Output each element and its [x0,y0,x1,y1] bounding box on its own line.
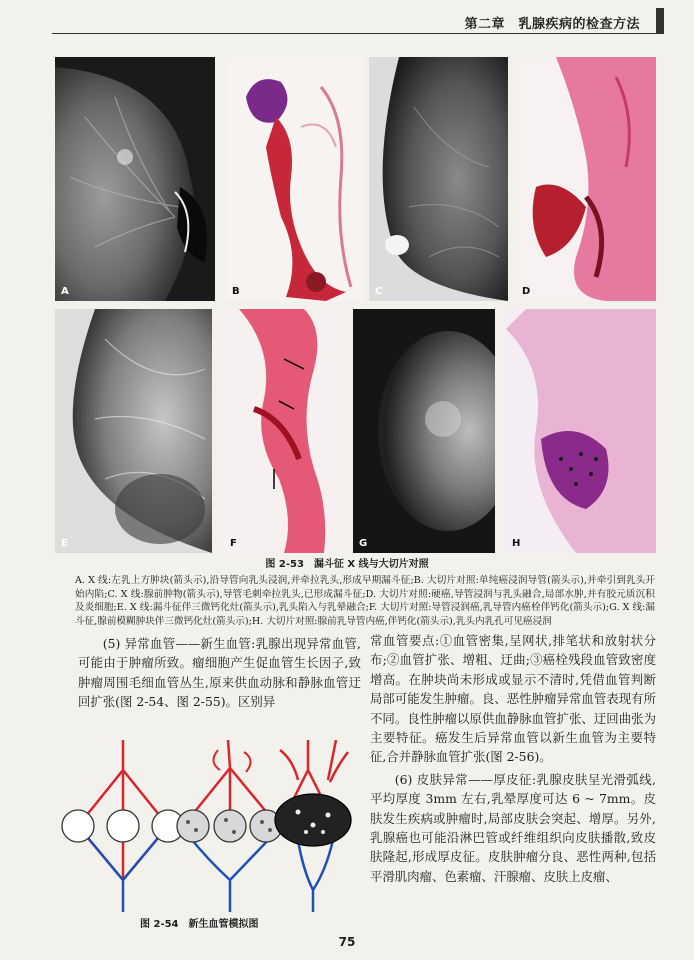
figure-2-53-caption: A. X 线:左乳上方肿块(箭头示),沿导管向乳头浸润,并牵拉乳头,形成早期漏斗征;B. 大切片对照:单纯癌浸润导管(箭头示),并牵引到乳头开始内陷;C. X 线:腺前肿物(箭头示),导管毛刺牵拉乳头,已形成漏斗征;D. 大切片对照:硬癌,导管浸润与乳头融合,局部水肿,并有胶元质沉积及炎细胞;E. X 线:漏斗征伴三微钙化灶(箭头示),乳头陷入与乳晕融合;F. 大切片对照:导管浸润癌,乳导管内癌栓伴钙化(箭头示);G. X 线:漏斗征,腺前模糊肿块伴三微钙化灶(箭头示);H. 大切片对照:腺前乳导管内癌,伴钙化(箭头示),乳头内乳孔可见癌浸润 [75,575,655,627]
vessel-model-normal [62,740,184,912]
photo-e-mammogram [55,309,212,553]
photo-f-section [224,309,345,553]
panel-label-b: B [232,286,240,297]
vessel-model-early [177,740,282,912]
photo-c-mammogram [369,57,508,301]
paragraph-vessel-criteria: 常血管要点:①血管密集,呈网状,排笔状和放射状分布;②血管扩张、增粗、迂曲;③癌栓残段血管致密度增高。在肿块尚未形成或显示不清时,凭借血管判断局部可能发生肿瘤。良、恶性肿瘤异常血管表现有所不同。良性肿瘤以原供血静脉血管扩张、迂回曲张为主要特征。癌发生后异常血管以新生血管为主要特征,合并静脉血管扩张(图 2-56)。 [370,633,656,765]
panel-label-d: D [522,286,531,297]
photo-d-section [516,57,656,301]
left-column [78,634,361,712]
paragraph-skin-thickening: (6) 皮肤异常——厚皮征:乳腺皮肤呈光滑弧线,平均厚度 3mm 左右,乳晕厚度可达 6 ~ 7mm。皮肤发生疾病或肿瘤时,局部皮肤会突起、增厚。另外,乳腺癌也可能沿淋巴管或纤维组织向皮肤播散,致皮肤隆起,形成厚皮征。皮肤肿瘤分良、恶性两种,包括平滑肌肉瘤、色素瘤、汗腺瘤、皮肤上皮瘤、 [370,771,656,884]
panel-label-g: G [359,538,368,549]
vessel-model-tumor [275,740,351,912]
page-number: 75 [338,935,356,949]
panel-label-e: E [61,538,68,549]
header-bar [656,8,664,34]
running-header [52,10,664,34]
photo-b-section [226,57,363,301]
panel-label-f: F [230,538,237,549]
paragraph-abnormal-vessels: (5) 异常血管——新生血管:乳腺出现异常血管,可能由于肿瘤所致。瘤细胞产生促血管生长因子,致肿瘤周围毛细血管丛生,原来供血动脉和静脉血管迂回扩张(图 2-54、图 2-55)。区别异 [78,636,361,710]
figure-2-54-diagram [58,740,358,912]
chapter-title: 第二章 乳腺疾病的检查方法 [464,17,640,32]
figure-2-53-title: 图 2-53 漏斗征 X 线与大切片对照 [265,559,429,570]
panel-label-a: A [61,286,69,297]
panel-label-h: H [512,538,521,549]
right-column [370,631,656,886]
photo-g-mammogram [353,309,495,553]
panel-label-c: C [375,286,383,297]
photo-h-section [506,309,656,553]
photo-a-mammogram [55,57,215,301]
figure-2-54-title: 图 2-54 新生血管模拟图 [140,919,259,930]
